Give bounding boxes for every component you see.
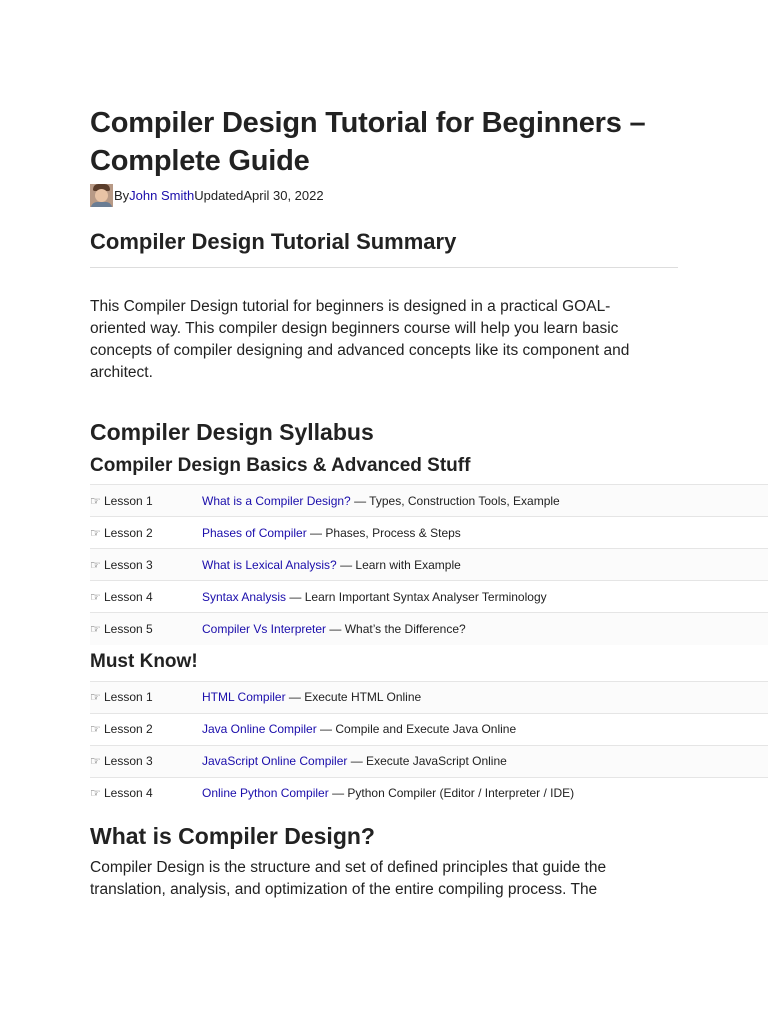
lesson-description: — Phases, Process & Steps [306,525,461,540]
lesson-link[interactable]: Java Online Compiler [202,722,317,736]
lesson-number-cell [90,549,202,581]
table-row [90,713,768,745]
what-is-heading: What is Compiler Design? [90,823,375,849]
table-row [90,517,768,549]
lesson-description: — Types, Construction Tools, Example [350,493,560,508]
basics-lessons-table [90,484,768,645]
lesson-link[interactable]: What is a Compiler Design? [202,493,351,508]
lesson-description-cell [202,517,768,549]
pointing-hand-icon: ☞ [90,754,101,768]
lesson-number-cell [90,581,202,613]
lesson-link[interactable]: Phases of Compiler [202,525,307,540]
lesson-description-cell [202,485,768,517]
lesson-description: — Python Compiler (Editor / Interpreter / IDE) [328,786,575,801]
lesson-link[interactable]: Syntax Analysis [202,589,287,604]
lesson-link[interactable]: JavaScript Online Compiler [202,754,348,768]
lesson-description: — Learn with Example [336,557,461,572]
table-row [90,745,768,777]
byline-by-label: By [114,187,130,203]
lesson-link[interactable]: What is Lexical Analysis? [202,557,337,572]
table-row [90,613,768,645]
lesson-description: — Compile and Execute Java Online [316,722,517,736]
lesson-description-cell [202,777,768,809]
summary-heading: Compiler Design Tutorial Summary [90,227,678,268]
lesson-number: Lesson 3 [104,754,153,768]
pointing-hand-icon: ☞ [90,690,101,704]
table-row [90,485,768,517]
basics-heading: Compiler Design Basics & Advanced Stuff [90,455,471,476]
intro-paragraph: This Compiler Design tutorial for beginners is designed in a practical GOAL-oriented way. This compiler design beginners course will help you learn basic concepts of compiler designing and advanced concepts like its component and architect. [90,298,630,381]
lesson-description-cell [202,713,768,745]
lesson-link[interactable]: Online Python Compiler [202,786,329,801]
author-link[interactable]: John Smith [129,187,195,203]
byline [90,182,768,208]
pointing-hand-icon: ☞ [90,786,101,801]
what-is-paragraph: Compiler Design is the structure and set of defined principles that guide the translation, analysis, and optimization of the entire compiling process. The [90,859,607,898]
lesson-number-cell [90,517,202,549]
lesson-number: Lesson 4 [104,589,153,604]
must-know-lessons-table [90,681,768,810]
pointing-hand-icon: ☞ [90,493,101,508]
lesson-number: Lesson 1 [104,690,153,704]
lesson-description-cell [202,613,768,645]
pointing-hand-icon: ☞ [90,589,101,604]
lesson-number-cell [90,613,202,645]
lesson-number-cell [90,777,202,809]
lesson-number-cell [90,713,202,745]
byline-date: April 30, 2022 [243,187,324,203]
lesson-link[interactable]: HTML Compiler [202,690,286,704]
pointing-hand-icon: ☞ [90,722,101,736]
lesson-link[interactable]: Compiler Vs Interpreter [202,621,327,636]
lesson-description: — Learn Important Syntax Analyser Terminology [286,589,547,604]
lesson-description: — Execute HTML Online [285,690,422,704]
table-row [90,549,768,581]
lesson-number: Lesson 3 [104,557,153,572]
lesson-number-cell [90,745,202,777]
pointing-hand-icon: ☞ [90,621,101,636]
lesson-description-cell [202,681,768,713]
lesson-description-cell [202,549,768,581]
lesson-number-cell [90,681,202,713]
page-title: Compiler Design Tutorial for Beginners – Complete Guide [90,107,646,177]
lesson-description: — Execute JavaScript Online [347,754,507,768]
lesson-description: — What’s the Difference? [326,621,466,636]
table-row [90,681,768,713]
article [90,104,768,901]
lesson-description-cell [202,581,768,613]
pointing-hand-icon: ☞ [90,557,101,572]
lesson-number-cell [90,485,202,517]
byline-updated-label: Updated [194,187,244,203]
lesson-number: Lesson 2 [104,722,153,736]
lesson-number: Lesson 1 [104,493,153,508]
avatar [90,184,113,207]
lesson-number: Lesson 5 [104,621,153,636]
lesson-description-cell [202,745,768,777]
syllabus-heading: Compiler Design Syllabus [90,419,374,445]
lesson-number: Lesson 2 [104,525,153,540]
table-row [90,777,768,809]
lesson-number: Lesson 4 [104,786,153,801]
must-know-heading: Must Know! [90,650,198,672]
table-row [90,581,768,613]
pointing-hand-icon: ☞ [90,525,101,540]
